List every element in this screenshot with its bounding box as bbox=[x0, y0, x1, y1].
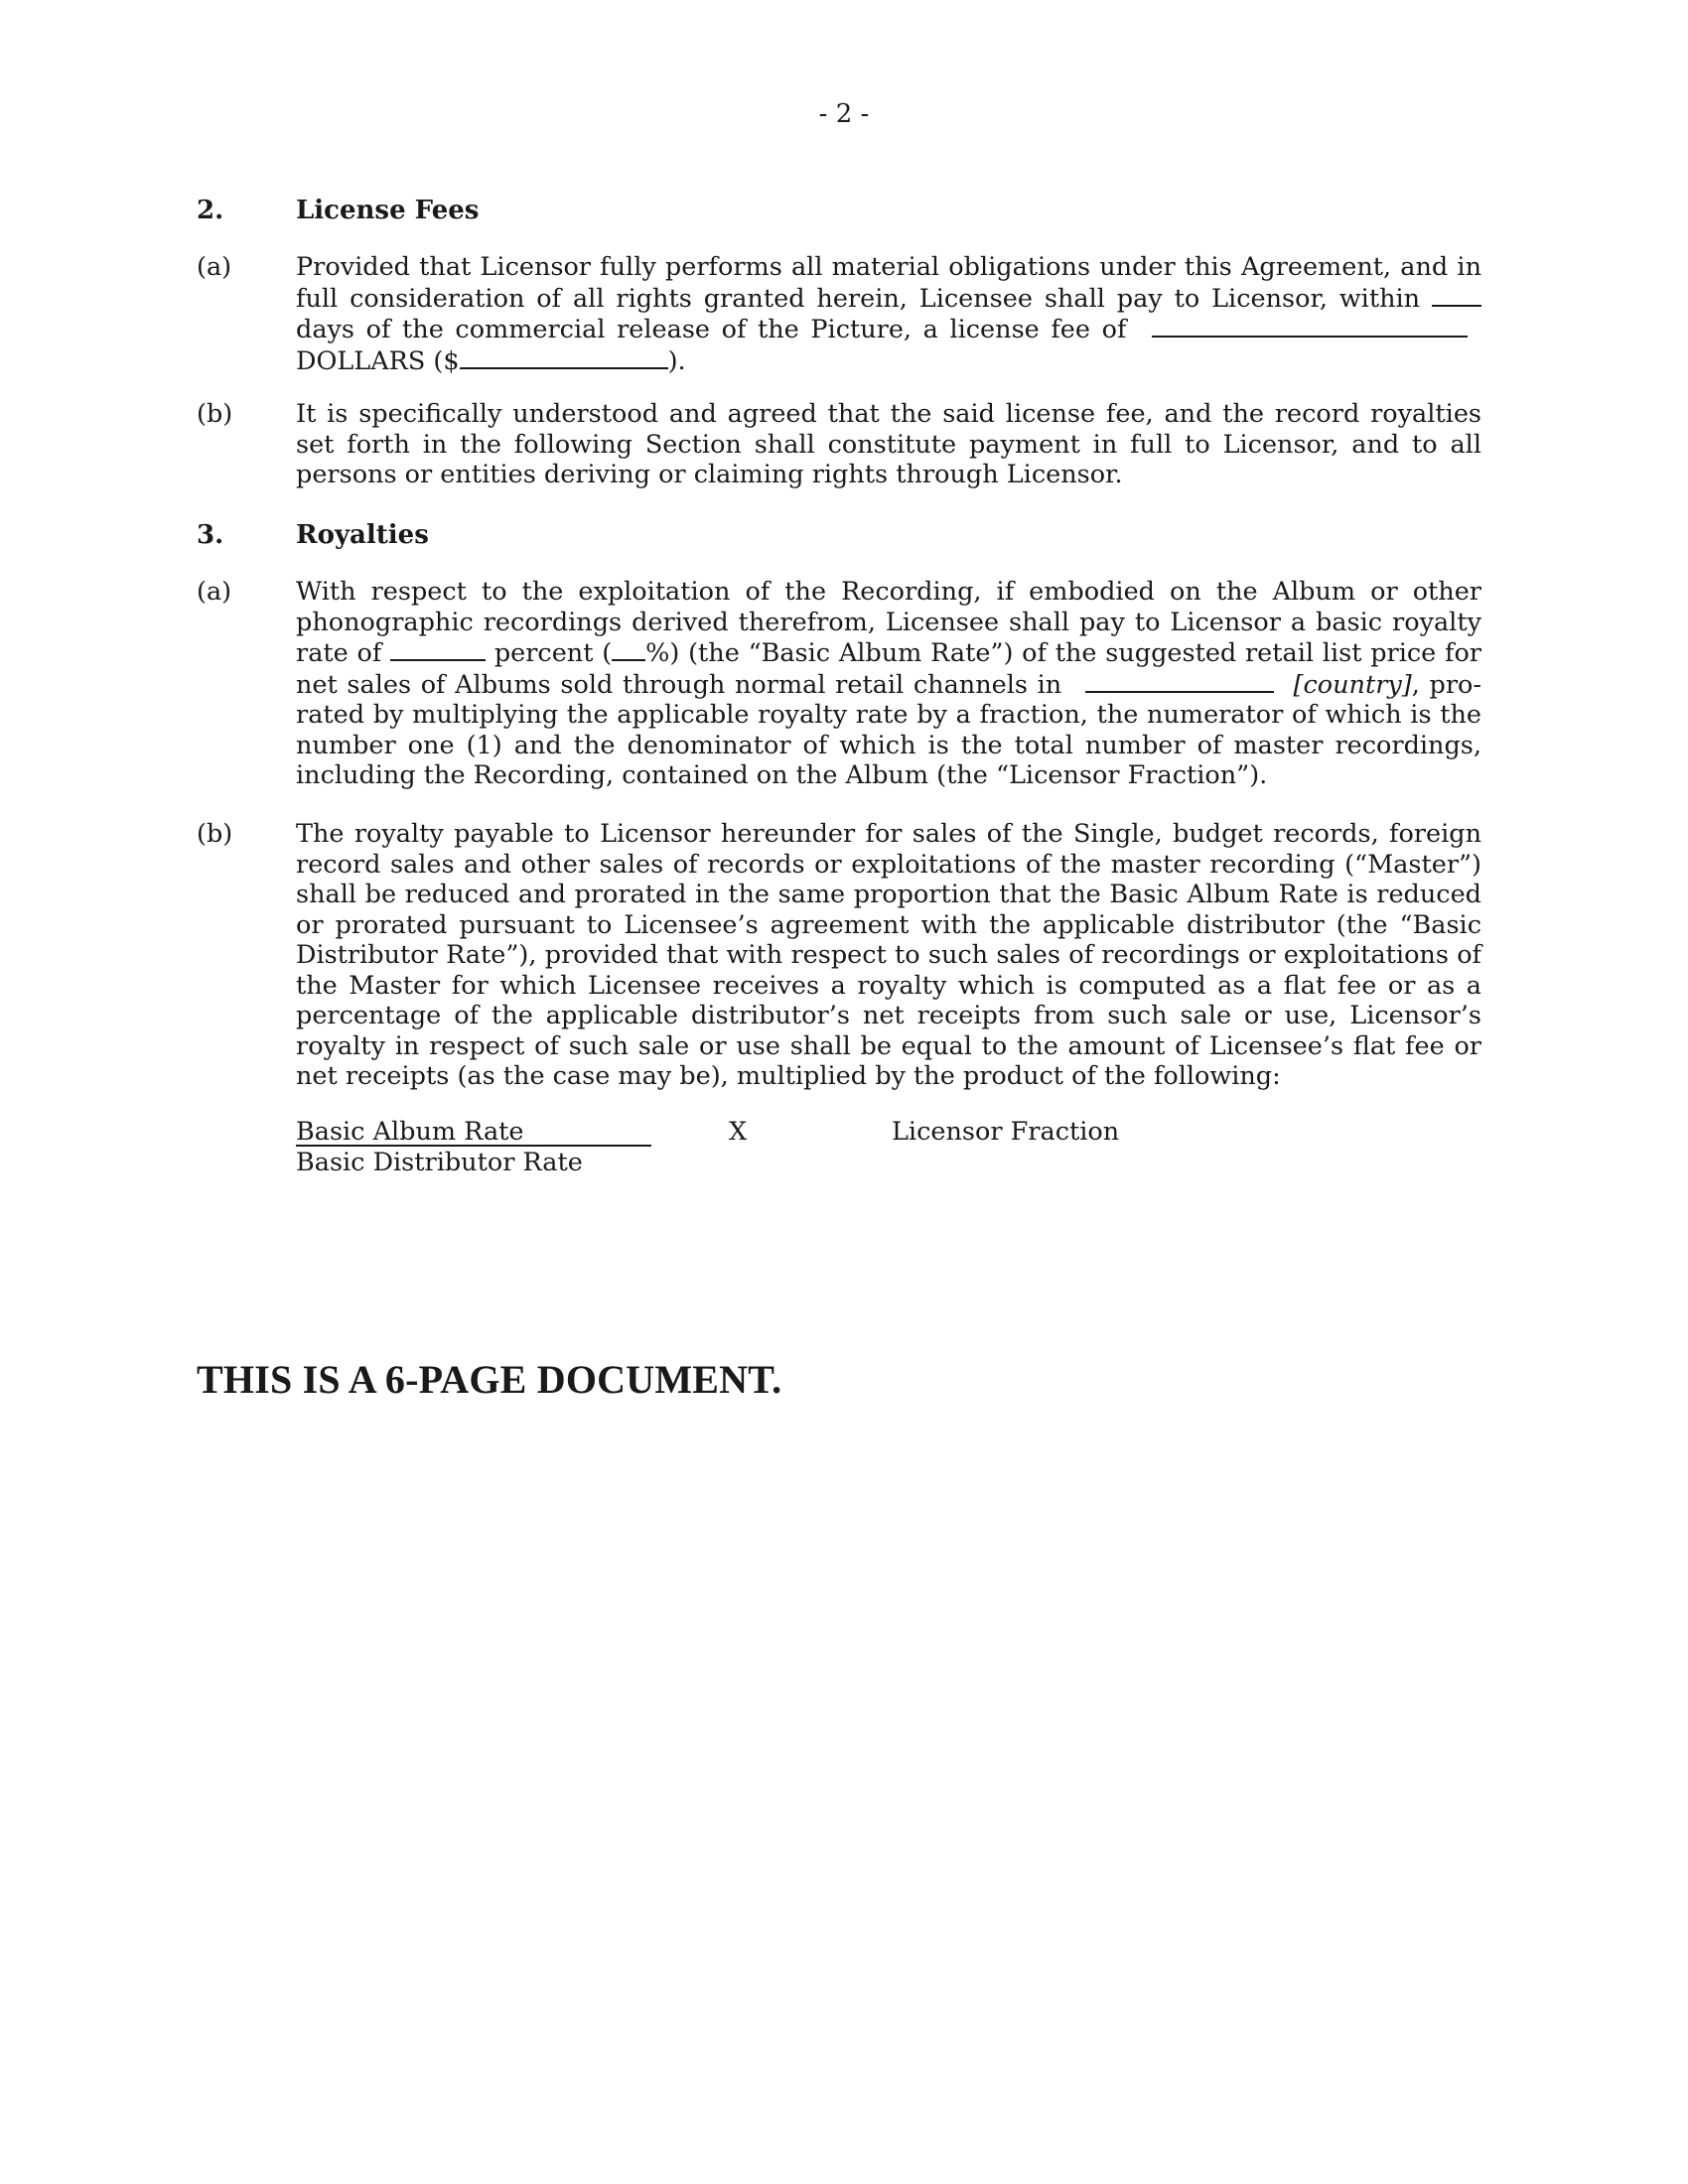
formula-denominator: Basic Distributor Rate bbox=[296, 1147, 583, 1177]
clause-text-part: percent ( bbox=[493, 638, 613, 668]
clause-text-part: ($ bbox=[433, 345, 460, 376]
section-title: License Fees bbox=[296, 196, 480, 225]
clause-text bbox=[296, 252, 1481, 376]
section-heading-royalties bbox=[197, 520, 429, 550]
clause-text: It is specifically understood and agreed that the said license fee, and the record royalties set forth in the following Section shall constitute payment in full to Licensor, and to all persons or entities deriving or claiming rights through Licensor. bbox=[296, 399, 1481, 489]
clause-text-part: , pro-rated by multiplying the applicable royalty rate by a fraction, the numerator of which is the number one (1) and the denominator of which is the total number of master recordings, including the Recording, contained on the Album (the “Licensor Fraction”). bbox=[296, 669, 1482, 790]
section-heading-license-fees bbox=[197, 196, 479, 225]
clause-text-part: Provided that Licensor fully performs all material obligations under this Agreement, and in full consideration of all rights granted herein, Licensee shall pay to Licensor, within bbox=[296, 252, 1481, 314]
clause-label: (b) bbox=[197, 819, 233, 849]
clause-3a bbox=[197, 577, 1481, 791]
clause-label: (a) bbox=[197, 577, 232, 607]
country-blank bbox=[1085, 669, 1274, 693]
license-fee-words-blank bbox=[1152, 314, 1468, 338]
clause-text-part: days of the commercial release of the Picture, a license fee of bbox=[296, 315, 1127, 344]
formula-numerator: Basic Album Rate bbox=[296, 1119, 651, 1147]
section-number: 2. bbox=[197, 196, 224, 225]
page-number: - 2 - bbox=[818, 99, 870, 129]
clause-text-part: DOLLARS bbox=[296, 345, 426, 376]
license-fee-amount-blank bbox=[460, 345, 668, 369]
clause-text-part: With respect to the exploitation of the Recording, if embodied on the Album or other phonographic recordings derived therefrom, Licensee shall pay to Licensor a basic royalty rate of bbox=[296, 577, 1481, 668]
document-length-notice: THIS IS A 6-PAGE DOCUMENT. bbox=[197, 1357, 782, 1402]
section-title: Royalties bbox=[296, 520, 429, 550]
clause-3b bbox=[197, 819, 1481, 1092]
section-number: 3. bbox=[197, 520, 224, 550]
country-placeholder: [country] bbox=[1293, 669, 1412, 700]
royalty-percent-number-blank bbox=[612, 637, 645, 661]
clause-text-part: ). bbox=[667, 345, 686, 376]
clause-text-part: %) (the “Basic Album Rate”) of the suggested retail list price for net sales of Albums sold through normal retail channels in bbox=[296, 638, 1481, 700]
formula-multiplier: Licensor Fraction bbox=[892, 1117, 1120, 1147]
royalty-formula bbox=[296, 1117, 1120, 1177]
clause-text bbox=[296, 577, 1481, 791]
clause-label: (a) bbox=[197, 252, 232, 282]
clause-2b bbox=[197, 399, 1481, 490]
royalty-percent-words-blank bbox=[390, 637, 486, 661]
clause-label: (b) bbox=[197, 399, 233, 429]
clause-2a bbox=[197, 252, 1481, 376]
clause-text: The royalty payable to Licensor hereunder for sales of the Single, budget records, foreign record sales and other sales of records or exploitations of the master recording (“Master”) shall be reduced and prorated in the same proportion that the Basic Album Rate is reduced or prorated pursuant to Licensee’s agreement with the applicable distributor (the “Basic Distributor Rate”), provided that with respect to such sales of recordings or exploitations of the Master for which Licensee receives a royalty which is computed as a flat fee or as a percentage of the applicable distributor’s net receipts from such sale or use, Licensor’s royalty in respect of such sale or use shall be equal to the amount of Licensee’s flat fee or net receipts (as the case may be), multiplied by the product of the following: bbox=[296, 819, 1481, 1091]
formula-operator: X bbox=[729, 1117, 748, 1147]
days-blank bbox=[1432, 283, 1481, 307]
